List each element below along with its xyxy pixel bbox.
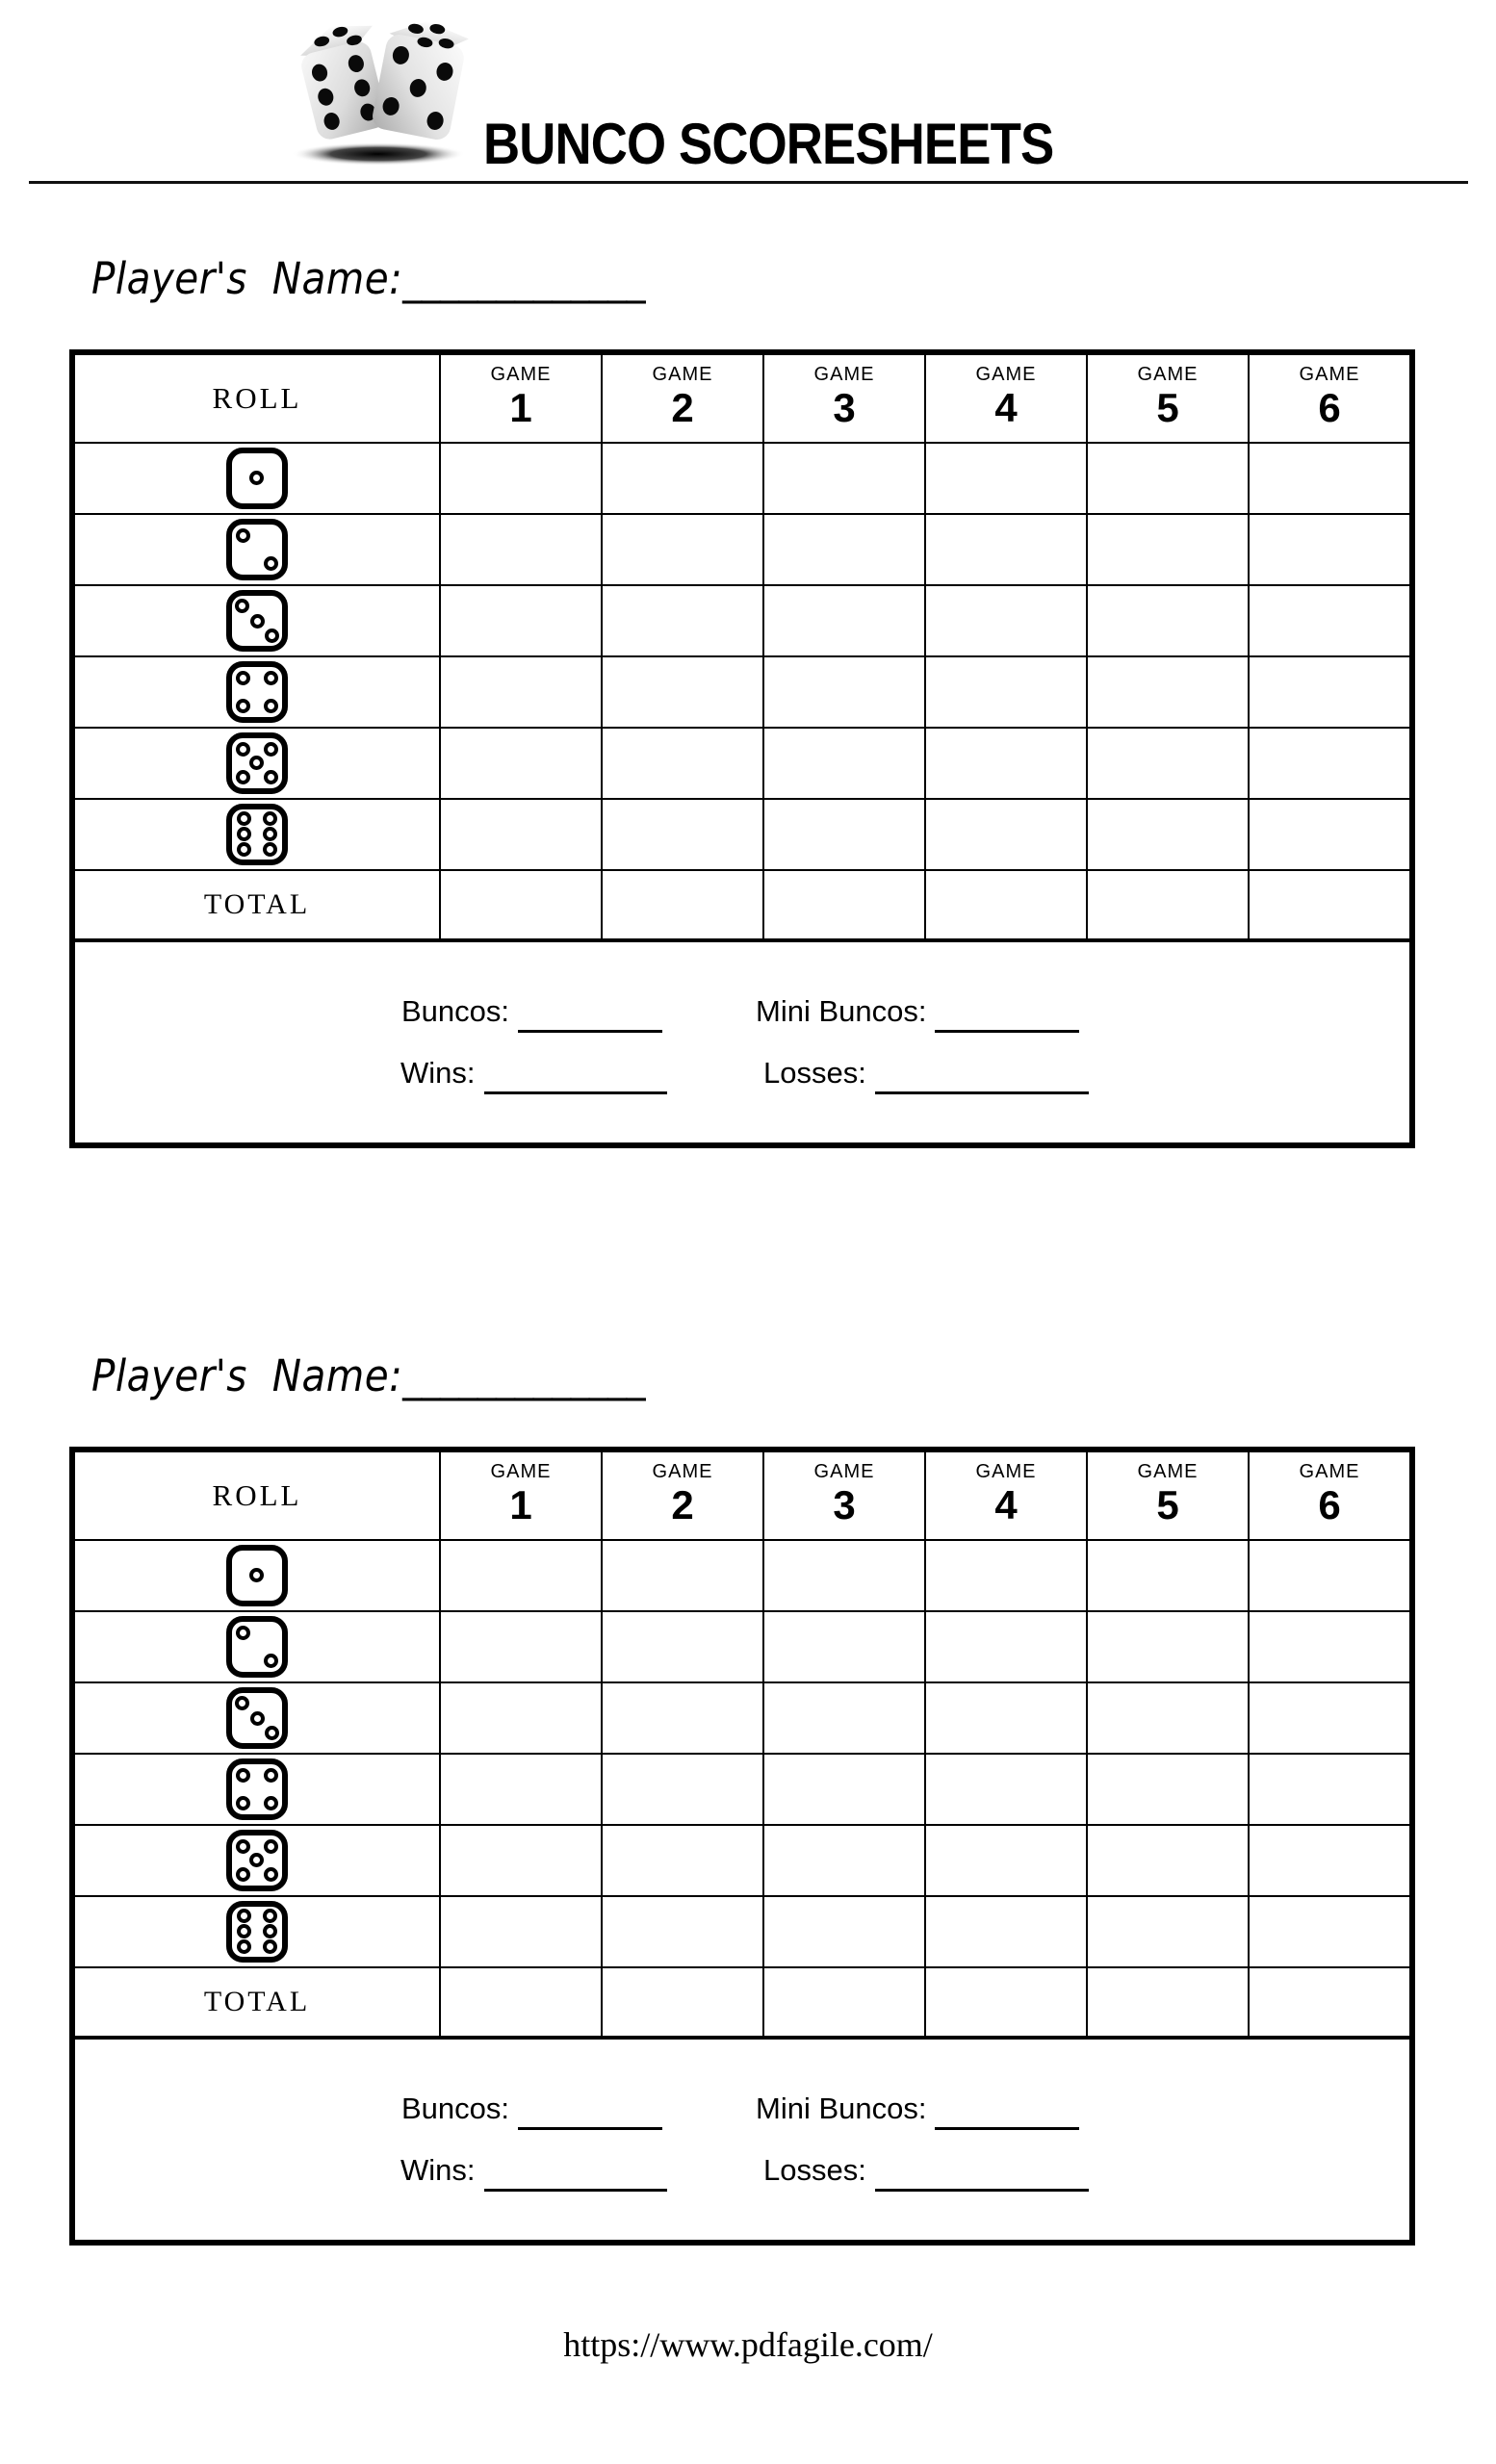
score-cell: [601, 657, 762, 727]
die-face-5-icon: [226, 732, 288, 794]
wins-field: [400, 2151, 667, 2192]
roll-row-5: [75, 727, 1409, 798]
score-cell: [439, 1755, 601, 1824]
roll-row-1: [75, 442, 1409, 513]
score-cell: [439, 1826, 601, 1895]
score-cell: [601, 586, 762, 655]
game-number: 4: [994, 385, 1018, 430]
total-cell: [439, 871, 601, 938]
total-cell: [1248, 1968, 1409, 2036]
score-cell: [762, 586, 924, 655]
score-cell: [924, 1826, 1086, 1895]
player-name-row: [91, 1346, 645, 1415]
score-cell: [439, 515, 601, 584]
roll-row-2: [75, 1610, 1409, 1681]
score-cell: [1248, 586, 1409, 655]
roll-row-6: [75, 1895, 1409, 1966]
score-cell: [762, 1755, 924, 1824]
wins-blank: [484, 2182, 667, 2192]
score-cell: [1086, 515, 1248, 584]
score-cell: [924, 444, 1086, 513]
game-number: 1: [509, 1482, 532, 1527]
score-cell: [924, 1755, 1086, 1824]
score-cell: [439, 657, 601, 727]
score-cell: [924, 515, 1086, 584]
die-face-6-icon: [226, 804, 288, 865]
total-cell: [924, 871, 1086, 938]
wins-blank: [484, 1085, 667, 1094]
score-cell: [1086, 1897, 1248, 1966]
buncos-field: [401, 992, 662, 1033]
score-cell: [924, 1541, 1086, 1610]
score-cell: [439, 1897, 601, 1966]
page-title: BUNCO SCORESHEETS: [483, 112, 1054, 176]
game-3-header: [762, 355, 924, 442]
total-row: [75, 1966, 1409, 2036]
wins-field: [400, 1054, 667, 1094]
mini-buncos-label: Mini Buncos:: [756, 2092, 927, 2125]
score-cell: [762, 657, 924, 727]
mini-buncos-field: [756, 992, 1079, 1033]
buncos-field: [401, 2090, 662, 2130]
game-number: 1: [509, 385, 532, 430]
game-3-header: [762, 1452, 924, 1539]
score-cell: [1248, 444, 1409, 513]
game-label: GAME: [813, 1461, 875, 1482]
game-number: 5: [1156, 385, 1179, 430]
mini-buncos-blank: [935, 2120, 1079, 2130]
wins-label: Wins:: [400, 1056, 476, 1090]
score-cell: [924, 800, 1086, 869]
mini-buncos-field: [756, 2090, 1079, 2130]
score-cell: [1248, 657, 1409, 727]
die-face-4-icon: [226, 1758, 288, 1820]
score-table: [69, 349, 1415, 1148]
buncos-blank: [518, 1023, 662, 1033]
player-name-label: Player's Name:: [91, 1350, 403, 1401]
die-face-6-icon: [226, 1901, 288, 1963]
game-label: GAME: [1137, 364, 1199, 385]
mini-buncos-label: Mini Buncos:: [756, 994, 927, 1028]
roll-row-5: [75, 1824, 1409, 1895]
total-label: TOTAL: [203, 1986, 311, 2017]
game-2-header: [601, 1452, 762, 1539]
score-cell: [439, 729, 601, 798]
score-cell: [762, 444, 924, 513]
game-number: 2: [671, 385, 694, 430]
player-name-label: Player's Name:: [91, 253, 403, 304]
score-cell: [439, 1612, 601, 1681]
total-cell: [1248, 871, 1409, 938]
wins-label: Wins:: [400, 2153, 476, 2187]
game-6-header: [1248, 355, 1409, 442]
die-face-3-icon: [226, 1687, 288, 1749]
table-header-row: [75, 1452, 1409, 1539]
score-cell: [762, 1541, 924, 1610]
footer-url: https://www.pdfagile.com/: [563, 2325, 933, 2364]
score-cell: [1248, 1755, 1409, 1824]
score-cell: [601, 1541, 762, 1610]
game-number: 2: [671, 1482, 694, 1527]
game-number: 6: [1318, 385, 1341, 430]
total-cell: [924, 1968, 1086, 2036]
score-cell: [601, 1755, 762, 1824]
game-label: GAME: [490, 364, 552, 385]
score-cell: [439, 800, 601, 869]
score-cell: [1248, 729, 1409, 798]
score-cell: [1086, 1541, 1248, 1610]
game-label: GAME: [1299, 1461, 1360, 1482]
score-cell: [1248, 800, 1409, 869]
game-label: GAME: [813, 364, 875, 385]
buncos-blank: [518, 2120, 662, 2130]
score-cell: [439, 1683, 601, 1753]
player-name-blank: _____________: [402, 253, 645, 304]
total-cell: [439, 1968, 601, 2036]
game-label: GAME: [975, 1461, 1037, 1482]
score-cell: [1248, 1897, 1409, 1966]
total-cell: [1086, 1968, 1248, 2036]
roll-row-1: [75, 1539, 1409, 1610]
losses-label: Losses:: [763, 2153, 866, 2187]
game-number: 3: [833, 1482, 856, 1527]
game-number: 3: [833, 385, 856, 430]
game-label: GAME: [652, 1461, 713, 1482]
score-cell: [1086, 1755, 1248, 1824]
score-cell: [1248, 1612, 1409, 1681]
game-label: GAME: [1299, 364, 1360, 385]
scoresheet-1: [0, 0, 1496, 1097]
score-cell: [1248, 515, 1409, 584]
game-2-header: [601, 355, 762, 442]
game-1-header: [439, 355, 601, 442]
score-cell: [1086, 586, 1248, 655]
score-cell: [1086, 657, 1248, 727]
score-cell: [924, 657, 1086, 727]
game-5-header: [1086, 1452, 1248, 1539]
score-cell: [601, 444, 762, 513]
score-cell: [601, 800, 762, 869]
scoresheet-2: [0, 1097, 1496, 2194]
buncos-label: Buncos:: [401, 2092, 510, 2125]
roll-row-3: [75, 1681, 1409, 1753]
score-cell: [1086, 444, 1248, 513]
score-cell: [1086, 1612, 1248, 1681]
score-cell: [762, 1683, 924, 1753]
score-cell: [1086, 1826, 1248, 1895]
score-cell: [1086, 800, 1248, 869]
score-cell: [601, 729, 762, 798]
score-cell: [601, 1826, 762, 1895]
score-cell: [601, 1612, 762, 1681]
losses-blank: [875, 1085, 1089, 1094]
buncos-label: Buncos:: [401, 994, 510, 1028]
score-table: [69, 1447, 1415, 2246]
score-cell: [762, 800, 924, 869]
roll-row-3: [75, 584, 1409, 655]
die-face-5-icon: [226, 1830, 288, 1891]
total-cell: [1086, 871, 1248, 938]
die-face-4-icon: [226, 661, 288, 723]
total-cell: [601, 871, 762, 938]
score-cell: [762, 1612, 924, 1681]
losses-field: [763, 1054, 1089, 1094]
score-cell: [924, 1612, 1086, 1681]
score-cell: [924, 586, 1086, 655]
player-name-blank: _____________: [402, 1350, 645, 1401]
score-cell: [762, 1826, 924, 1895]
die-face-3-icon: [226, 590, 288, 652]
die-face-2-icon: [226, 1616, 288, 1678]
roll-row-6: [75, 798, 1409, 869]
game-label: GAME: [975, 364, 1037, 385]
roll-row-2: [75, 513, 1409, 584]
game-number: 4: [994, 1482, 1018, 1527]
score-cell: [924, 729, 1086, 798]
game-4-header: [924, 355, 1086, 442]
score-cell: [439, 444, 601, 513]
total-cell: [762, 1968, 924, 2036]
score-cell: [601, 1897, 762, 1966]
score-cell: [762, 1897, 924, 1966]
game-label: GAME: [490, 1461, 552, 1482]
die-face-1-icon: [226, 1545, 288, 1606]
die-face-2-icon: [226, 519, 288, 580]
player-name-row: [91, 248, 645, 318]
losses-blank: [875, 2182, 1089, 2192]
score-cell: [1248, 1826, 1409, 1895]
score-cell: [762, 729, 924, 798]
game-1-header: [439, 1452, 601, 1539]
roll-row-4: [75, 1753, 1409, 1824]
score-cell: [439, 586, 601, 655]
losses-label: Losses:: [763, 1056, 866, 1090]
mini-buncos-blank: [935, 1023, 1079, 1033]
total-row: [75, 869, 1409, 938]
game-6-header: [1248, 1452, 1409, 1539]
score-cell: [1248, 1541, 1409, 1610]
score-cell: [1086, 1683, 1248, 1753]
game-4-header: [924, 1452, 1086, 1539]
game-5-header: [1086, 355, 1248, 442]
score-cell: [1086, 729, 1248, 798]
score-cell: [1248, 1683, 1409, 1753]
die-face-1-icon: [226, 448, 288, 509]
game-number: 6: [1318, 1482, 1341, 1527]
game-number: 5: [1156, 1482, 1179, 1527]
roll-header: ROLL: [212, 1478, 302, 1512]
score-cell: [439, 1541, 601, 1610]
roll-row-4: [75, 655, 1409, 727]
roll-header: ROLL: [212, 381, 302, 415]
score-cell: [924, 1897, 1086, 1966]
score-cell: [762, 515, 924, 584]
game-label: GAME: [652, 364, 713, 385]
score-cell: [601, 515, 762, 584]
summary-section: [75, 2036, 1409, 2240]
score-cell: [924, 1683, 1086, 1753]
game-label: GAME: [1137, 1461, 1199, 1482]
total-label: TOTAL: [203, 888, 311, 920]
losses-field: [763, 2151, 1089, 2192]
table-header-row: [75, 355, 1409, 442]
total-cell: [601, 1968, 762, 2036]
total-cell: [762, 871, 924, 938]
score-cell: [601, 1683, 762, 1753]
